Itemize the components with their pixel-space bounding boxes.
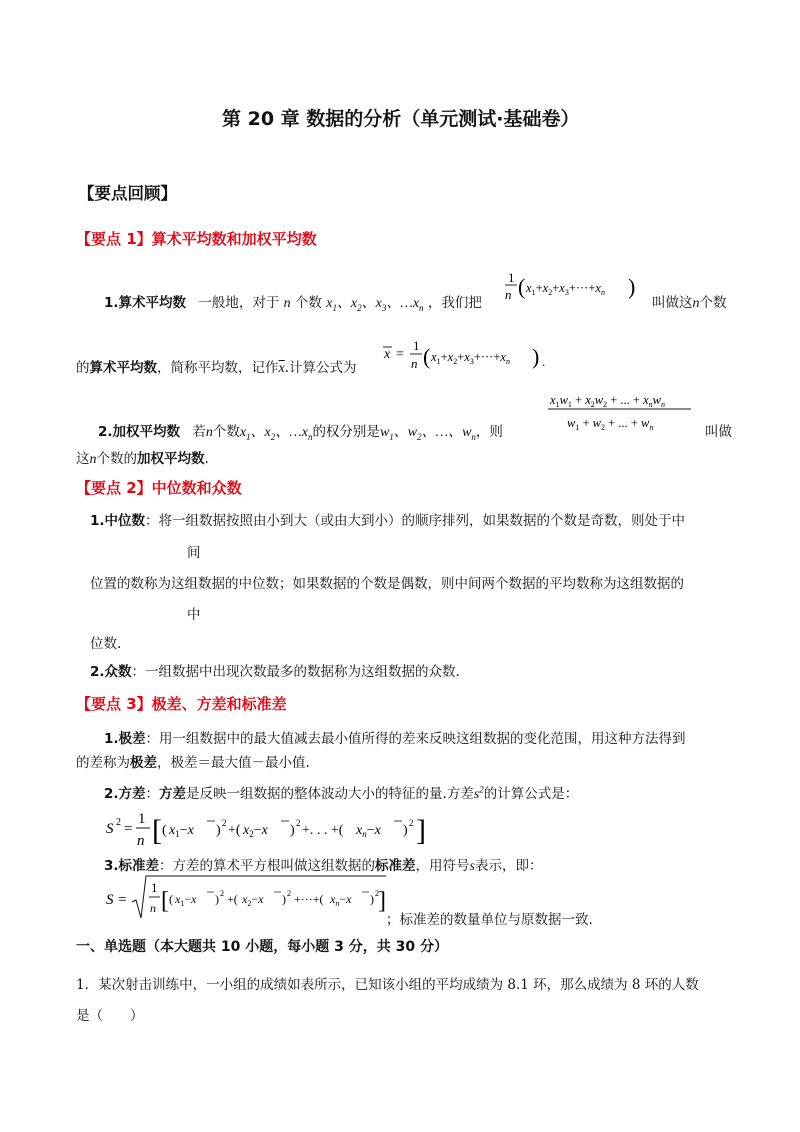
point2-item1-line4: 中 [187,607,201,623]
item1-line2-a: 的差称为 [76,755,130,771]
point1-item1-text-d: 叫做这 [652,295,693,311]
item3-text-b: ，用符号 [415,858,470,874]
point3-item1-line1 [104,727,686,747]
svg-text:S: S [106,821,114,837]
svg-text:x1−x: $x_1-x$ [169,823,194,839]
point2-item1-line3: 位置的数称为这组数据的中位数；如果数据的个数是偶数，则中间两个数据的平均数称为这组数据的 [90,576,684,592]
question1-line1: 1．某次射击训练中，一小组的成绩如表所示，已知该小组的平均成绩为 8.1 环，那么成绩为 8 环的人数 [76,977,699,993]
math-w-list: $w_1$、$w_2$、…、$w_n$ [379,425,476,442]
svg-text:1: 1 [138,811,146,827]
point1-line4 [76,447,209,468]
svg-text:n: n [137,833,145,849]
page-title: 第 20 章 数据的分析（单元测试·基础卷） [222,108,580,130]
point2-item1-label: 1.中位数 [90,513,146,529]
point1-heading: 【要点 1】算术平均数和加权平均数 [76,230,317,248]
svg-text:1: 1 [508,270,515,285]
item2-text-b: 的计算公式是： [483,786,579,802]
svg-text:x: x [384,347,391,362]
point2-item1-line1 [90,509,685,529]
point2-heading: 【要点 2】中位数和众数 [76,479,242,497]
point1-item2-label: 2.加权平均数 [98,424,181,440]
svg-text:[: [ [152,814,162,847]
svg-text:[: [ [161,888,169,914]
svg-text:+(: +( [228,823,241,838]
svg-text:2: 2 [409,818,414,828]
svg-text:w1 + w2 + ... + wn: $w_1 + w_2$ + ... + $w_n$ [567,416,654,432]
svg-text:x2−x: $x_2-x$ [242,892,264,908]
variance-formula [104,805,434,853]
svg-text:=: = [118,892,127,908]
svg-text:]: ] [416,814,426,847]
svg-text:): ) [370,892,374,906]
review-heading: 【要点回顾】 [78,184,177,203]
line4-b: 个数的 [96,451,137,467]
svg-text:): ) [290,823,295,838]
line4-bold: 加权平均数 [137,451,205,467]
math-x-list: $x_1$、$x_2$、$x_3$、$\dots x_n$ [326,296,424,313]
svg-text:xn−x: $x_n-x$ [356,823,381,839]
point2-item1-text: ：将一组数据按照由小到大（或由大到小）的顺序排列，如果数据的个数是奇数，则处于中 [145,513,686,529]
point1-item1-line-end [652,291,727,312]
item2-text-a: 若 [192,424,206,440]
math-s: s [469,859,475,874]
point2-item1-line2: 间 [187,545,201,561]
math-x-list: $x_1$、$x_2$、$\dots x_n$ [239,425,313,442]
svg-text:2: 2 [220,889,224,898]
point3-item1-text: ：用一组数据中的最大值减去最小值所得的差来反映这组数据的变化范围，用这种方法得到 [145,731,686,747]
item2-text-b: 个数 [212,424,240,440]
svg-text:): ) [215,892,219,906]
math-n: n [283,296,291,311]
point3-item3-label: 3.标准差 [104,858,160,874]
svg-text:x1−x: $x_1-x$ [175,892,197,908]
line2-a: 的 [76,360,90,376]
line2-bold: 算术平均数 [89,360,157,376]
point3-item1-line2 [76,751,310,771]
svg-text:n: n [505,287,512,302]
item2-text-c: 的权分别是 [312,424,380,440]
item3-text-a: ：方差的算术平方根叫做这组数据的 [159,858,376,874]
item1-line2-bold: 极差 [130,755,157,771]
point1-item2-line [98,420,503,442]
svg-text:xn−x: $x_n-x$ [330,892,352,908]
svg-text:x1w1 + x2w2 + ... + xnwn: $x_1w_1 + x_2w_2$ + ... + $x_nw_n$ [550,393,666,409]
svg-text:): ) [216,823,221,838]
point1-item1-text-c: ，我们把 [427,295,482,311]
point1-item1-text-e: 个数 [699,295,727,311]
item2-bold: 方差 [159,786,187,802]
item3-tail: ；标准差的数量单位与原数据一致. [386,912,593,928]
point1-item1-text-b: 个数 [294,295,322,311]
svg-text:(: ( [518,274,526,299]
svg-text:n: n [411,356,418,371]
point2-item2-label: 2.众数 [90,664,132,680]
item2-text-e: 叫做 [705,424,732,440]
svg-text:1: 1 [413,338,420,353]
svg-text:): ) [532,344,540,369]
point1-item1-text-a: 一般地，对于 [198,295,280,311]
math-n: n [692,296,700,311]
svg-text:): ) [628,274,636,299]
item3-text-c: 表示，即： [474,858,543,874]
item3-bold: 标准差 [375,858,416,874]
line4-c: . [204,451,209,467]
svg-text:(: ( [169,892,173,906]
point3-item2-label: 2.方差 [104,786,146,802]
math-n: n [205,425,213,440]
svg-text:x1+x2+x3+···+xn: $x_1+x_2+x_3+\cdot\cdot\cdot+x_n$ [526,281,605,297]
svg-text:(: ( [162,823,167,838]
point3-heading: 【要点 3】极差、方差和标准差 [76,695,287,713]
svg-text:n: n [150,901,156,915]
weighted-mean-formula [545,388,695,438]
point1-line2 [76,356,357,377]
math-s2: $s^2$ [473,784,484,802]
svg-text:.: . [542,354,546,369]
mean-fraction-formula [500,266,640,306]
svg-text:1: 1 [151,880,158,895]
svg-text:x2−x: $x_2-x$ [243,823,268,839]
svg-text:+(: +( [227,892,238,906]
svg-text:x1+x2+x3+···+xn: $x_1+x_2+x_3+\cdot\cdot\cdot+x_n$ [431,350,510,366]
mean-formula [380,334,550,374]
std-dev-formula [104,872,388,924]
svg-text:2: 2 [375,889,379,898]
math-xbar: $\overline{x}$ [278,361,285,376]
svg-text:(: ( [423,344,431,369]
svg-text:): ) [282,892,286,906]
point3-item1-label: 1.极差 [104,731,146,747]
svg-text:]: ] [378,888,386,914]
svg-text:+···+(: +···+( [294,892,324,906]
svg-text:=: = [396,347,404,362]
point1-item1-line [104,291,482,313]
line4-a: 这 [76,451,90,467]
svg-text:2: 2 [222,818,227,828]
item2-text-d: ，则 [475,424,503,440]
svg-text:S: S [106,892,114,908]
svg-text:): ) [403,823,408,838]
point1-item1-label: 1.算术平均数 [104,295,187,311]
section1-heading: 一、单选题（本大题共 10 小题，每小题 3 分，共 30 分） [76,939,448,955]
point2-item2-text: ：一组数据中出现次数最多的数据称为这组数据的众数. [131,664,460,680]
question1-line2: 是（ ） [76,1008,144,1024]
line2-c: .计算公式为 [284,360,357,376]
point3-item2-line [104,782,578,803]
svg-text:2: 2 [287,889,291,898]
item1-line2-b: ，极差＝最大值－最小值. [157,755,310,771]
svg-text:=: = [124,821,133,837]
math-n: n [89,452,97,467]
svg-text:+. . . +(: +. . . +( [302,823,344,838]
svg-text:2: 2 [296,818,301,828]
item2-colon: ： [145,786,160,802]
item2-text-a: 是反映一组数据的整体波动大小的特征的量.方差 [186,786,474,802]
point2-item2-line [90,660,460,680]
svg-text:2: 2 [116,817,121,828]
line2-b: ，简称平均数，记作 [157,360,279,376]
point2-item1-line5: 位数. [90,636,122,652]
